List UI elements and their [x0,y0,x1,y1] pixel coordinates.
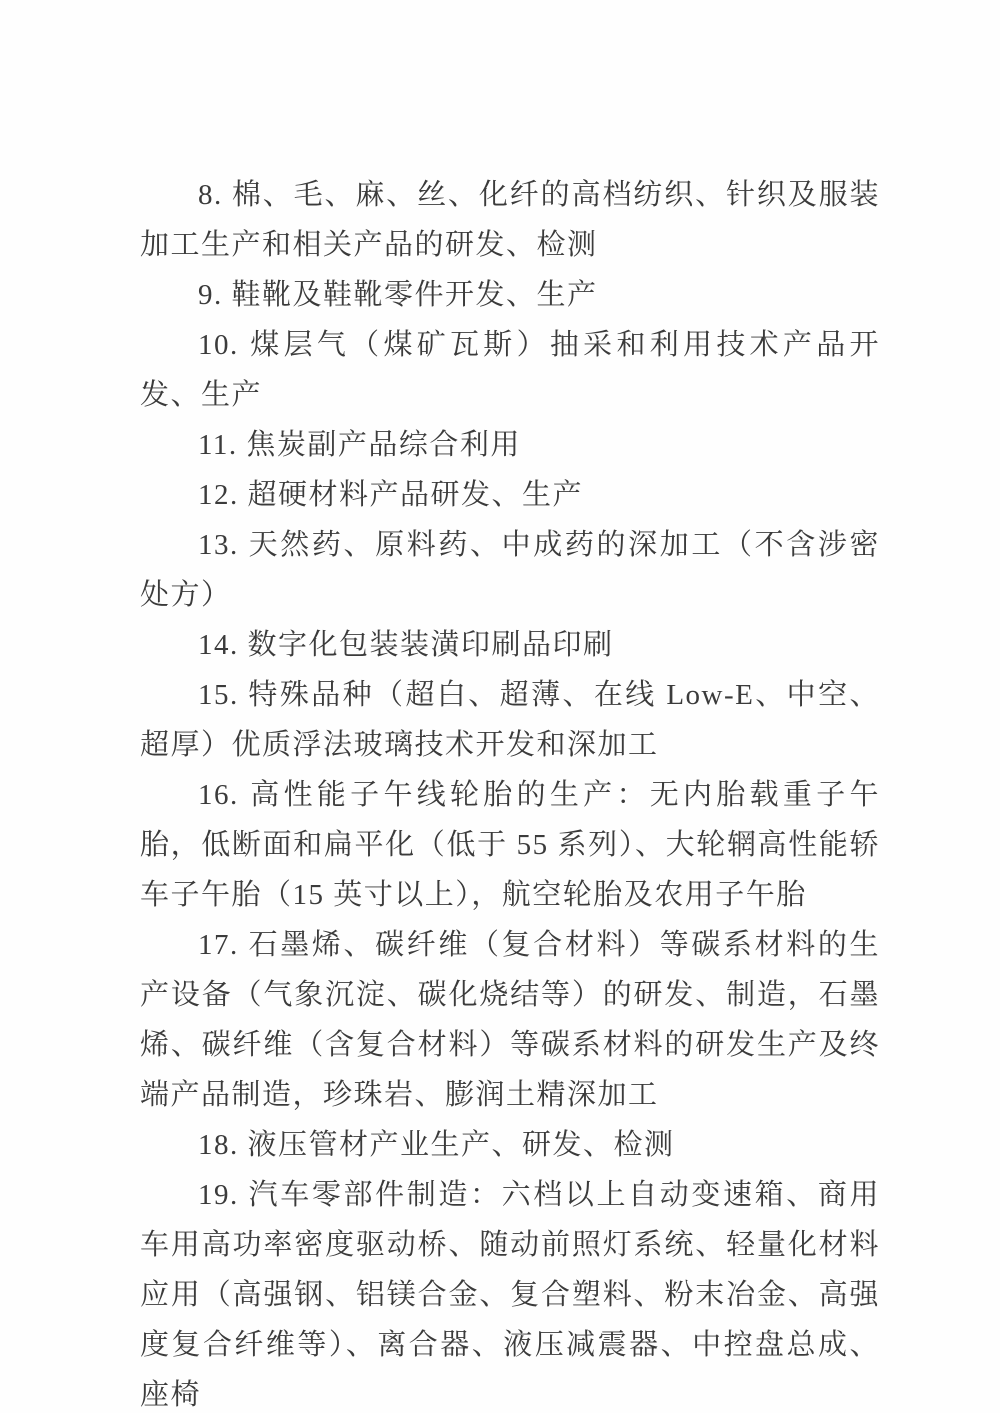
list-item-12: 12. 超硬材料产品研发、生产 [198,479,584,511]
list-item-9: 9. 鞋靴及鞋靴零件开发、生产 [198,279,598,311]
list-item-19: 19. 汽车零部件制造：六档以上自动变速箱、商用车用高功率密度驱动桥、随动前照灯系统、轻量化材料应用（高强钢、铝镁合金、复合塑料、粉末冶金、高强度复合纤维等）、离合器、液压减震器、中控盘总成、座椅 [140,1179,880,1411]
list-item-18: 18. 液压管材产业生产、研发、检测 [198,1129,675,1161]
list-item-11: 11. 焦炭副产品综合利用 [198,429,521,461]
list-item-16: 16. 高性能子午线轮胎的生产：无内胎载重子午胎，低断面和扁平化（低于 55 系列）、大轮辋高性能轿车子午胎（15 英寸以上），航空轮胎及农用子午胎 [140,779,880,911]
list-item-10: 10. 煤层气（煤矿瓦斯）抽采和利用技术产品开发、生产 [140,329,880,411]
list-item-17: 17. 石墨烯、碳纤维（复合材料）等碳系材料的生产设备（气象沉淀、碳化烧结等）的研发、制造，石墨烯、碳纤维（含复合材料）等碳系材料的研发生产及终端产品制造，珍珠岩、膨润土精深加工 [140,929,880,1111]
list-item-15: 15. 特殊品种（超白、超薄、在线 Low-E、中空、超厚）优质浮法玻璃技术开发和深加工 [140,679,880,761]
list-item-13: 13. 天然药、原料药、中成药的深加工（不含涉密处方） [140,529,880,611]
document-body [140,170,880,1413]
list-item-8: 8. 棉、毛、麻、丝、化纤的高档纺织、针织及服装加工生产和相关产品的研发、检测 [140,179,880,261]
list-item-14: 14. 数字化包装装潢印刷品印刷 [198,629,614,661]
